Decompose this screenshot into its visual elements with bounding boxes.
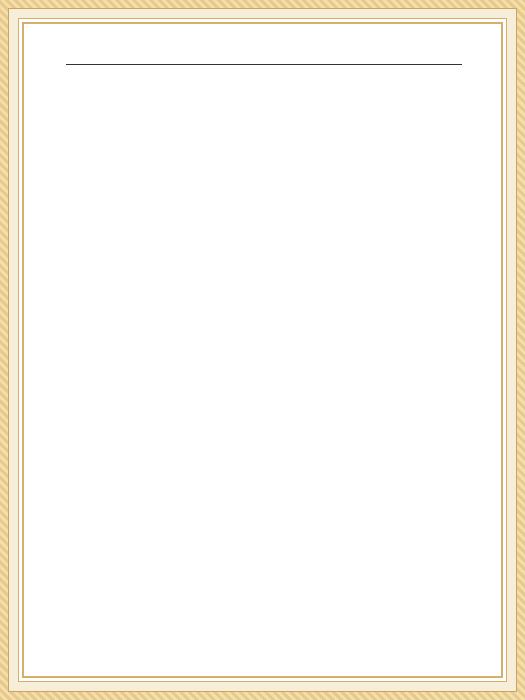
page-header bbox=[66, 46, 462, 65]
document-sheet bbox=[22, 22, 503, 678]
document-page bbox=[66, 46, 462, 69]
